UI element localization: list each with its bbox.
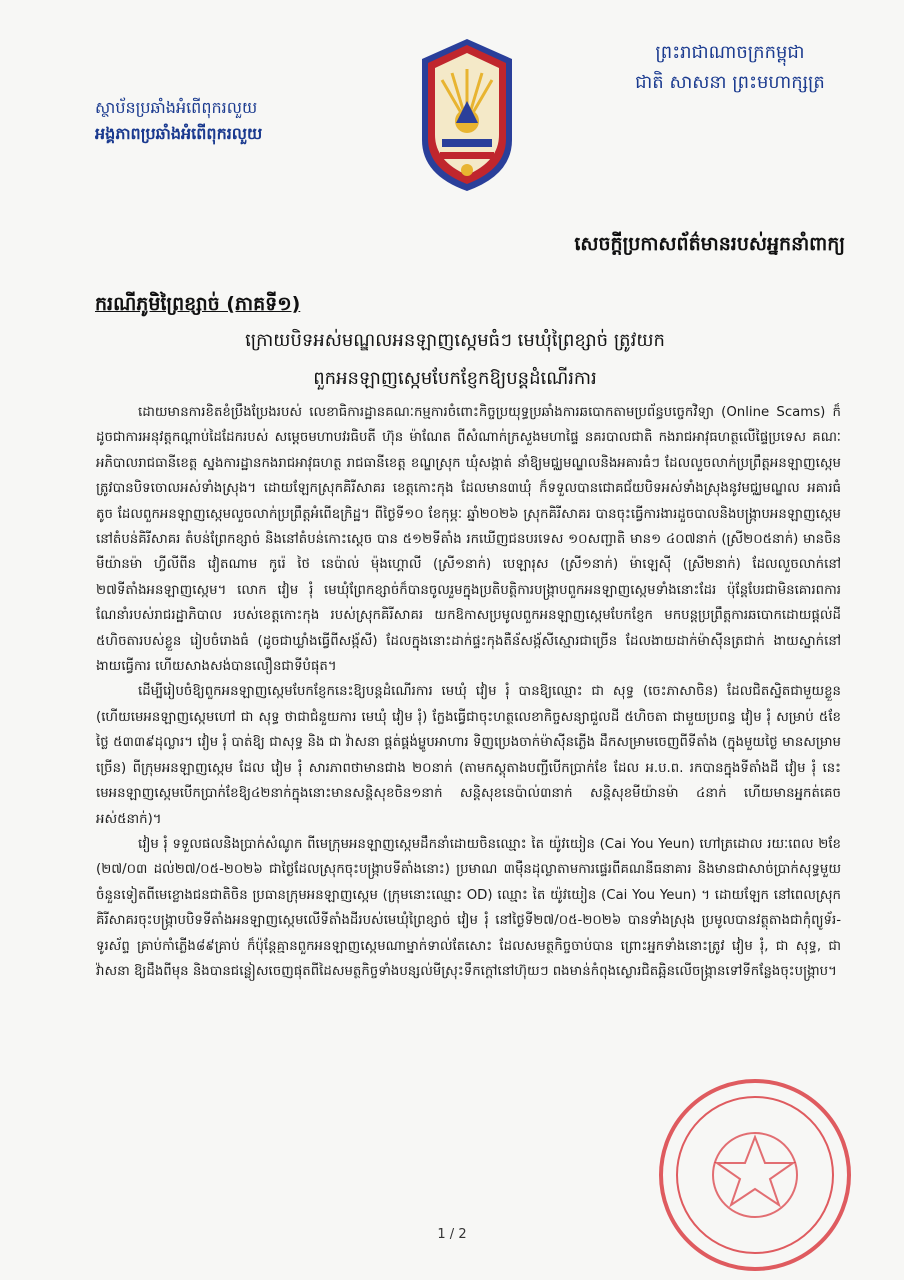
official-stamp — [655, 1075, 855, 1275]
paragraph-1: ដោយមានការខិតខំប្រឹងប្រែងរបស់ លេខាធិការដ្ឋានគណៈកម្មការចំពោះកិច្ចប្រយុទ្ធប្រឆាំងការឆបោកតាមប្រព័ន្ធបច្ចេកវិទ្យា (Online Scams) ក៏ដូចជាការអនុវត្តកណ្តាប់ដៃដែករបស់ សម្តេចមហាបវរធិបតី ហ៊ុន ម៉ាណែត ពីសំណាក់ក្រសួងមហាផ្ទៃ នគរបាលជាតិ កងរាជអាវុធហត្ថលើផ្ទៃប្រទេស គណៈអភិបាលរាជធានីខេត្ត ស្នងការដ្ឋានកងរាជអាវុធហត្ថ រាជធានីខេត្ត ខណ្ឌស្រុក ឃុំសង្កាត់ នាំឱ្យមជ្ឈមណ្ឌលនិងអគារធំៗ ដែលលួចលាក់ប្រព្រឹត្តអនឡាញស្កេម ត្រូវបានបិទចោលអស់ទាំងស្រុង។ ដោយឡែកស្រុកគិរីសាគរ ខេត្តកោះកុង ដែលមាន៣ឃុំ ក៏ទទួលបានជោគជ័យបិទអស់ទាំងស្រុងនូវមជ្ឈមណ្ឌល អគារធំតូច ដែលពួកអនឡាញស្កេមលួចលាក់ប្រព្រឹត្តអំពើឧក្រិដ្ឋ។ ពីថ្ងៃទី១០ ខែកុម្ភៈ ឆ្នាំ២០២៦ ស្រុកគិរីសាគរ បានចុះធ្វើការងារដួចបាលនិងបង្ក្រាបអនឡាញស្កេម នៅតំបន់គិរីសាគរ តំបន់ព្រែកខ្សាច់ និងនៅតំបន់កោះស្តេច បាន ៥១២ទីតាំង រកឃើញជនបរទេស ១០សញ្ជាតិ មាន១ ៤០៧នាក់ (ស្រី២០៥នាក់) មានចិន មីយ៉ានម៉ា ហ្វីលីពីន វៀតណាម កូរ៉េ ថៃ នេប៉ាល់ ម៉ុងហ្គោលី (ស្រី១នាក់) បេឡារុស (ស្រី១នាក់) ម៉ាឡេស៊ី (ស្រី២នាក់) ដែលលួចលាក់នៅ ២៧ទីតាំងអនឡាញស្កេម។ លោក វៀម រុំ មេឃុំព្រែកខ្សាច់ក៏បានចូលរួមក្នុងប្រតិបត្តិការបង្ក្រាបពួកអនឡាញស្កេមទាំងនោះដែរ ប៉ុន្តែបែរជាមិនគោរពការណែនាំរបស់រាជរដ្ឋាភិបាល របស់ខេត្តកោះកុង របស់ស្រុកគិរីសាគរ យកឱកាសប្រមូលពួកអនឡាញស្កេមបែកខ្ញែក មកបន្តប្រព្រឹត្តការឆបោកដោយផ្តល់ដី ៥ហិចតារបស់ខ្លួន រៀបចំរោងធំ (ដូចជាឃ្លាំងធ្វើពីសង្ក័សី) ដែលក្នុងនោះដាក់ផ្ទះកុងតឺន័សង្ក័សីស្មោរជាច្រើន ដែលងាយដាក់ម៉ាស៊ីនត្រជាក់ ងាយស្នាក់នៅ ងាយធ្វើការ ហើយសាងសង់បានលឿនជាទីបំផុត។ — [96, 405, 841, 675]
institution-name: ស្ថាប័នប្រឆាំងអំពើពុករលួយ — [95, 98, 258, 117]
kingdom-name: ព្រះរាជាណាចក្រកម្ពុជា — [655, 42, 805, 63]
paragraph-2: ដើម្បីរៀបចំឱ្យពួកអនឡាញស្កេមបែកខ្ញែកនេះឱ្យបន្តដំណើរការ មេឃុំ វៀម រុំ បានឱ្យឈ្មោះ ជា សុទ្ធ (ចេះភាសាចិន) ដែលជិតស្និតជាមួយខ្លួន (ហើយមេអនឡាញស្កេមហៅ ជា សុទ្ធ ថាជាជំនួយការ មេឃុំ វៀម រុំ) ក្លែងធ្វើជាចុះហត្ថលេខាកិច្ចសន្យាជួលដី ៥ហិចតា ជាមួយប្រពន្ធ វៀម រុំ សម្រាប់ ៥ខែ ថ្លៃ ៥៣៣៩ដុល្លារ។ វៀម រុំ បាត់ឱ្យ ជាសុទ្ធ និង ជា វ៉ាសនា ផ្គត់ផ្គង់ម្ហូបអាហារ ទិញប្រេងចាក់ម៉ាស៊ីនភ្លើង ដឹកសម្រាមចេញពីទីតាំង (ក្នុងមួយថ្ងៃ មានសម្រាមច្រើន) ពីក្រុមអនឡាញស្កេម ដែល វៀម រុំ សារភាពថាមានជាង ២០នាក់ (តាមកស្តុតាងបញ្ជីបើកប្រាក់ខែ ដែល អ.ប.ព. រកបានក្នុងទីតាំងដី វៀម រុំ នេះ មេអនឡាញស្កេមបើកប្រាក់ខែឱ្យ៤២នាក់ក្នុងនោះមានសន្តិសុខចិន១នាក់ សន្តិសុខនេប៉ាល់៣នាក់ សន្តិសុខមីយ៉ានម៉ា ៤នាក់ ហើយមានអ្នកត់គេចអស់៥នាក់)។ — [96, 684, 841, 827]
headline-line-1: ក្រោយបិទអស់មណ្ឌលអនឡាញស្កេមធំៗ មេឃុំព្រៃខ្សាច់ ត្រូវយក — [245, 330, 665, 351]
page-number: 1 / 2 — [437, 1227, 467, 1242]
headline-line-2: ពួកអនឡាញស្កេមបែកខ្ញែកឱ្យបន្តដំណើរការ — [313, 368, 597, 389]
acu-seal-logo — [412, 35, 522, 195]
issuer-block — [95, 95, 335, 147]
national-motto: ជាតិ សាសនា ព្រះមហាក្សត្រ — [635, 72, 825, 93]
unit-name: អង្គភាពប្រឆាំងអំពើពុករលួយ — [95, 124, 263, 143]
article-body — [96, 400, 841, 984]
national-motto-block — [610, 38, 850, 98]
paragraph-3: វៀម រុំ ទទួលផលនិងប្រាក់សំណូក ពីមេក្រុមអនឡាញស្កេមដឹកនាំដោយចិនឈ្មោះ តៃ យ៉ូវយៀន (Cai You Yeun) ហៅត្រដោល រយៈពេល ២ខែ (២៧/០៣ ដល់២៧/០៥-២០២៦ ជាថ្ងៃដែលស្រុកចុះបង្ក្រាបទីតាំងនោះ) ប្រមាណ ៣ម៉ឺនដុល្លាតាមការផ្ទេរពីគណនីធនាគារ និងមានជាសាច់ប្រាក់សុទ្ធមួយចំនួនទៀតពីមេខ្លោងជនជាតិចិន ប្រធានក្រុមអនឡាញស្កេម (ក្រុមនោះឈ្មោះ OD) ឈ្មោះ តៃ យ៉ូវយៀន (Cai You Yeun) ។ ដោយឡែក នៅពេលស្រុកគិរីសាគរចុះបង្ក្រាបបិទទីតាំងអនឡាញស្កេមលើទីតាំងដីរបស់មេឃុំព្រៃខ្សាច់ វៀម រុំ នៅថ្ងៃទី២៧/០៥-២០២៦ បានទាំងស្រុង ប្រមូលបានវត្ថុតាងជាកុំព្យូទ័រ-ទូរស័ព្ទ គ្រាប់កាំភ្លើង៨៩គ្រាប់ ក៏ប៉ុន្តែគ្មានពួកអនឡាញស្កេមណាម្នាក់ទាល់តែសោះ ដែលសមត្ថកិច្ចចាប់បាន ព្រោះអ្នកទាំងនោះត្រូវ វៀម រុំ, ជា សុទ្ធ, ជា វ៉ាសនា ឱ្យដឹងពីមុន និងបានជន្លៀសចេញផុតពីដៃសមត្ថកិច្ចទាំងបន្សល់មីស្រុះទឹកក្តៅនៅហ៊ុយៗ ពងមាន់កំពុងស្ងោរជិតឆ្អិនលើចង្ក្រានទៅទីកន្លែងចុះបង្ក្រាប។ — [96, 836, 841, 979]
press-release-heading: សេចក្តីប្រកាសព័ត៌មានរបស់អ្នកនាំពាក្យ — [574, 233, 845, 255]
case-title: ករណីភូមិព្រៃខ្សាច់ (ភាគទី១) — [95, 293, 301, 315]
